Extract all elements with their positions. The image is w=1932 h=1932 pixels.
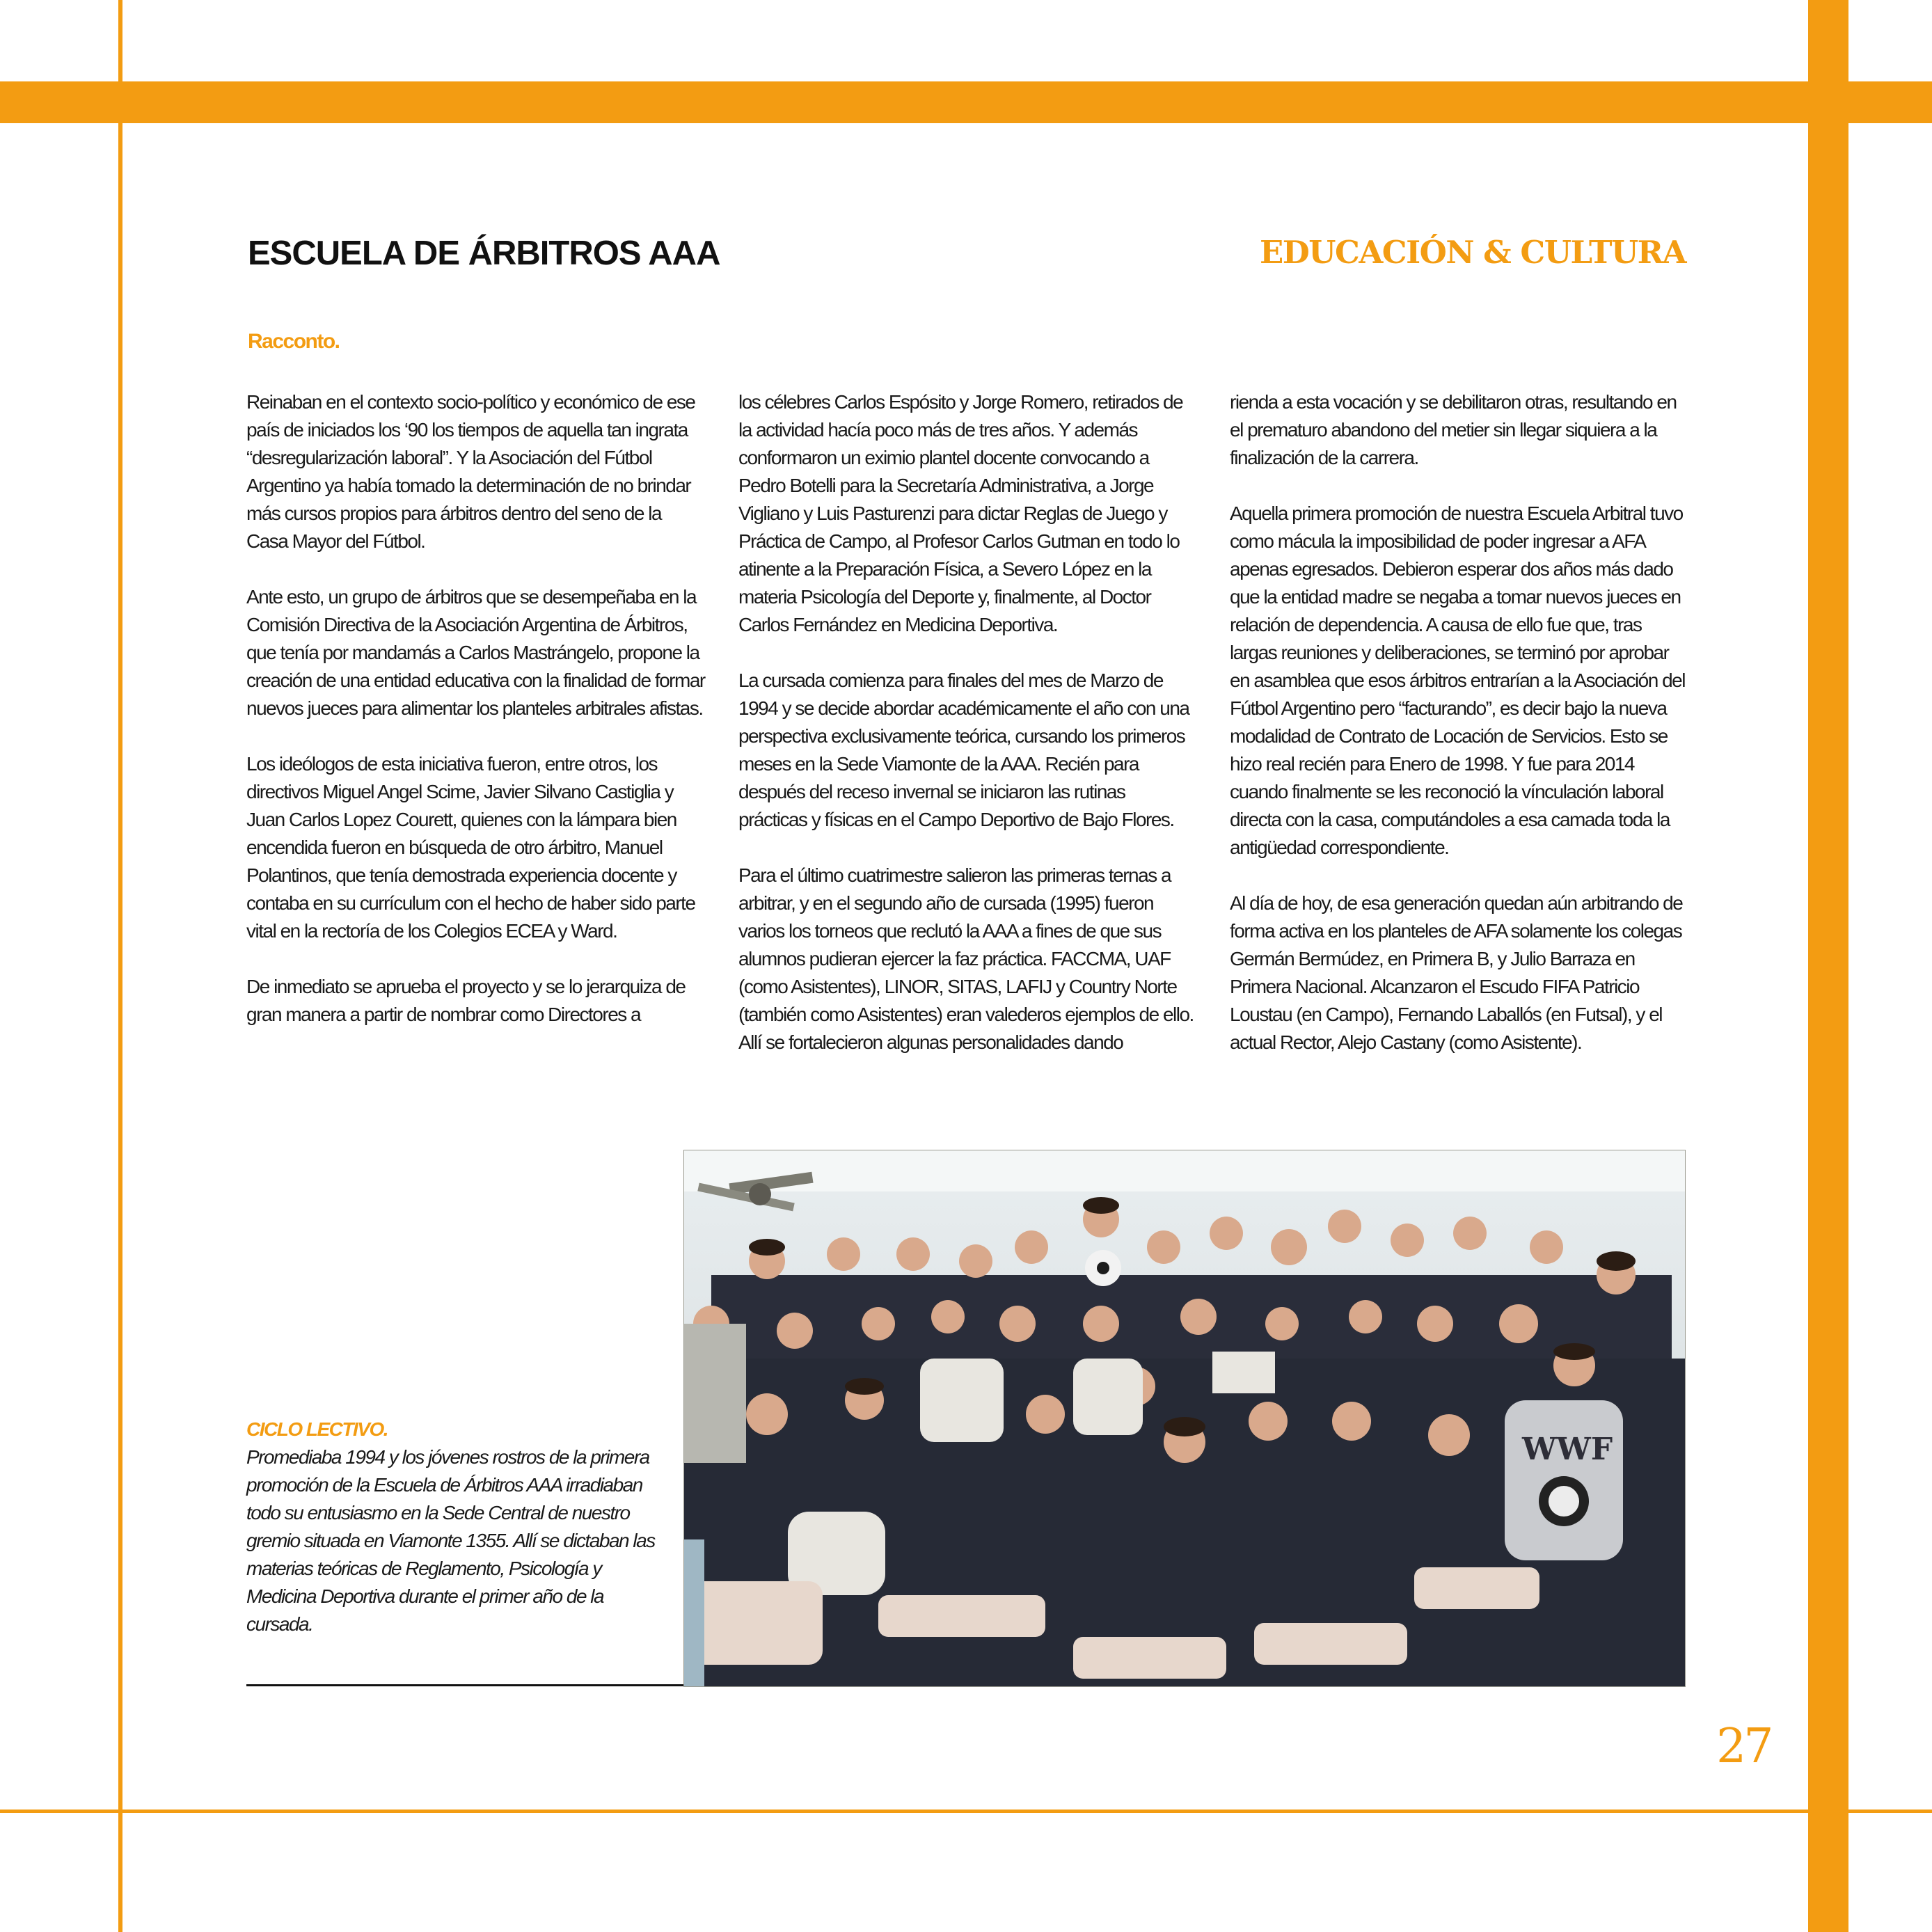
paragraph: Los ideólogos de esta iniciativa fueron, entre otros, los directivos Miguel Angel Scime, Javier Silvano Castiglia y Juan Carlos Lopez Courett, quienes con la lámpara bien encendida fueron en búsqueda de otro árbitro, Manuel Polantinos, que tenía demostrada experiencia docente y contaba en su currículum con el hecho de haber sido parte vital en la rectoría de los Colegios ECEA y Ward. [246,753,695,942]
paragraph: De inmediato se aprueba el proyecto y se lo jerarquiza de gran manera a partir de nombrar como Directores a [246,976,686,1025]
photo-caption [246,1416,664,1638]
caption-divider [246,1684,683,1686]
paragraph: Para el último cuatrimestre salieron las primeras ternas a arbitrar, y en el segundo año de cursada (1995) fueron varios los torneos que reclutó la AAA a fines de que sus alumnos pudieran ejercer la faz práctica. FACCMA, UAF (como Asistentes), LINOR, SITAS, LAFIJ y Country Norte (también como Asistentes) eran valederos ejemplos de ello. Allí se fortalecieron algunas personalidades dando [738,864,1194,1053]
paragraph: La cursada comienza para finales del mes de Marzo de 1994 y se decide abordar académicamente el año con una perspectiva exclusivamente teórica, cursando los primeros meses en la Sede Viamonte de la AAA. Recién para después del receso invernal se iniciaron las rutinas prácticas y físicas en el Campo Deportivo de Bajo Flores. [738,670,1189,830]
caption-text: Promediaba 1994 y los jóvenes rostros de la primera promoción de la Escuela de Árbitros AAA irradiaban todo su entusiasmo en la Sede Central de nuestro gremio situada en Viamonte 1355. Allí se dictaban las materias teóricas de Reglamento, Psicología y Medicina Deportiva durante el primer año de la cursada. [246,1446,655,1635]
paragraph: rienda a esta vocación y se debilitaron otras, resultando en el prematuro abandono del metier sin llegar siquiera a la finalización de la carrera. [1230,391,1677,468]
page-number: 27 [1716,1719,1771,1774]
paragraph: los célebres Carlos Espósito y Jorge Romero, retirados de la actividad hacía poco más de tres años. Y además conformaron un eximio plantel docente convocando a Pedro Botelli para la Secretaría Administrativa, a Jorge Vigliano y Luis Pasturenzi para dictar Reglas de Juego y Práctica de Campo, al Profesor Carlos Gutman en todo lo atinente a la Preparación Física, a Severo López en la materia Psicología del Deporte y, finalmente, al Doctor Carlos Fernández en Medicina Deportiva. [738,391,1183,635]
group-photo-illustration [683,1150,1686,1687]
text-column-3 [1230,388,1689,1084]
wwf-shirt-text: WWF [1522,1432,1613,1467]
paragraph: Reinaban en el contexto socio-político y económico de ese país de iniciados los ‘90 los tiempos de aquella tan ingrata “desregularización laboral”. Y la Asociación del Fútbol Argentino ya había tomado la determinación de no brindar más cursos propios para árbitros dentro del seno de la Casa Mayor del Fútbol. [246,391,695,552]
text-column-2 [738,388,1198,1084]
paragraph: Al día de hoy, de esa generación quedan aún arbitrando de forma activa en los planteles de AFA solamente los colegas Germán Bermúdez, en Primera B, y Julio Barraza en Primera Nacional. Alcanzaron el Escudo FIFA Patricio Loustau (en Campo), Fernando Laballós (en Futsal), y el actual Rector, Alejo Castany (como Asistente). [1230,892,1683,1053]
bottom-orange-rule [0,1810,1932,1813]
top-orange-bar [0,81,1932,123]
article-title: ESCUELA DE ÁRBITROS AAA [248,235,720,272]
text-column-1 [246,388,706,1056]
left-orange-rule [118,0,122,1932]
caption-title: CICLO LECTIVO. [246,1418,388,1440]
paragraph: Aquella primera promoción de nuestra Escuela Arbitral tuvo como mácula la imposibilidad de poder ingresar a AFA apenas egresados. Debieron esperar dos años más dado que la entidad madre se negaba a tomar nuevos jueces en relación de dependencia. A causa de ello fue que, tras largas reuniones y deliberaciones, se terminó por aprobar en asamblea que esos árbitros entrarían a la Asociación del Fútbol Argentino pero “facturando”, es decir bajo la nueva modalidad de Contrato de Locación de Servicios. Esto se hizo real recién para Enero de 1998. Y fue para 2014 cuando finalmente se les reconoció la vínculación laboral directa con la casa, computándoles a esa camada toda la antigüedad correspondiente. [1230,502,1685,858]
paragraph: Ante esto, un grupo de árbitros que se desempeñaba en la Comisión Directiva de la Asociación Argentina de Árbitros, que tenía por mandamás a Carlos Mastrángelo, propone la creación de una entidad educativa con la finalidad de formar nuevos jueces para alimentar los planteles arbitrales afistas. [246,586,705,719]
right-orange-bar [1808,0,1848,1932]
article-subheading: Racconto. [248,330,340,353]
group-photo [683,1150,1686,1687]
section-title: EDUCACIÓN & CULTURA [1259,234,1686,271]
